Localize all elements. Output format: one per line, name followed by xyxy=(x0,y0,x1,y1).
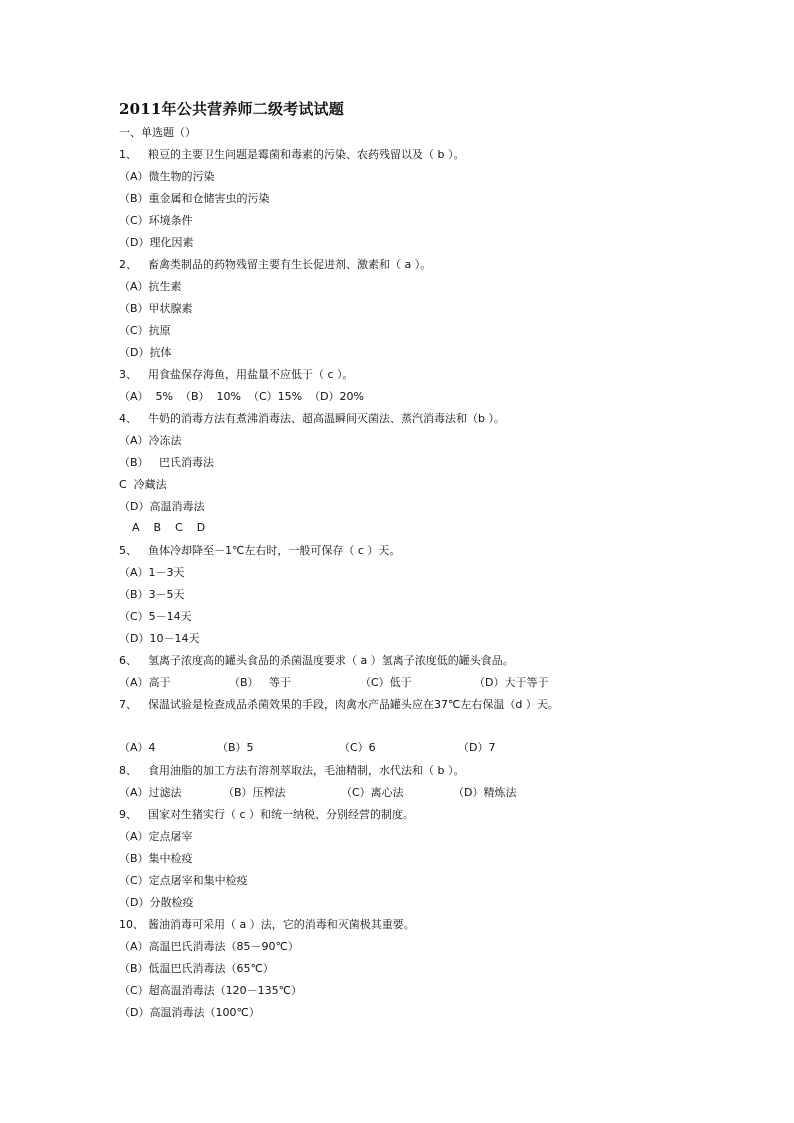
q1-option-c: （C）环境条件 xyxy=(119,214,193,227)
q2-option-d: （D）抗体 xyxy=(119,346,172,359)
question-number: 2、 xyxy=(119,258,137,271)
q1-option-b: （B）重金属和仓储害虫的污染 xyxy=(119,192,270,205)
question-2 xyxy=(119,258,431,272)
q9-option-c: （C）定点屠宰和集中检疫 xyxy=(119,874,248,887)
q3-options: （A） 5% （B） 10% （C）15% （D）20% xyxy=(119,390,364,403)
q4-option-a: （A）冷冻法 xyxy=(119,434,182,447)
q4-option-b: （B） 巴氏消毒法 xyxy=(119,456,215,469)
q10-option-a: （A）高温巴氏消毒法（85－90℃） xyxy=(119,940,299,953)
q4-option-c: C 冷藏法 xyxy=(119,478,167,491)
q6-option-c: （C）低于 xyxy=(360,676,412,689)
q8-options xyxy=(119,786,516,800)
q2-option-c: （C）抗原 xyxy=(119,324,171,337)
q5-option-c: （C）5－14天 xyxy=(119,610,192,623)
q9-option-d: （D）分散检疫 xyxy=(119,896,194,909)
question-number: 1、 xyxy=(119,148,137,161)
q6-option-b: （B） 等于 xyxy=(229,676,292,689)
q6-option-d: （D）大于等于 xyxy=(474,676,549,689)
q2-option-a: （A）抗生素 xyxy=(119,280,182,293)
q4-answer-letters: A B C D xyxy=(132,521,206,534)
question-text: 鱼体冷却降至－1℃左右时，一般可保存（ c ）天。 xyxy=(148,544,401,557)
q7-option-d: （D）7 xyxy=(458,741,496,754)
question-10 xyxy=(119,918,415,932)
page-title: 2011年公共营养师二级考试试题 xyxy=(119,100,344,118)
question-number: 9、 xyxy=(119,808,137,821)
question-text: 粮豆的主要卫生问题是霉菌和毒素的污染、农药残留以及（ b ）。 xyxy=(148,148,465,161)
question-number: 8、 xyxy=(119,764,137,777)
question-number: 6、 xyxy=(119,654,137,667)
q8-option-b: （B）压榨法 xyxy=(223,786,286,799)
q1-option-d: （D）理化因素 xyxy=(119,236,194,249)
question-text: 食用油脂的加工方法有溶剂萃取法，毛油精制，水代法和（ b ）。 xyxy=(148,764,465,777)
q10-option-b: （B）低温巴氏消毒法（65℃） xyxy=(119,962,274,975)
q4-option-d: （D）高温消毒法 xyxy=(119,500,205,513)
question-9 xyxy=(119,808,414,822)
question-number: 5、 xyxy=(119,544,137,557)
question-number: 10、 xyxy=(119,918,144,931)
q7-option-c: （C）6 xyxy=(339,741,376,754)
question-text: 畜禽类制品的药物残留主要有生长促进剂、激素和（ a ）。 xyxy=(148,258,432,271)
q5-option-a: （A）1－3天 xyxy=(119,566,185,579)
q2-option-b: （B）甲状腺素 xyxy=(119,302,193,315)
q5-option-d: （D）10－14天 xyxy=(119,632,200,645)
q9-option-a: （A）定点屠宰 xyxy=(119,830,193,843)
question-5 xyxy=(119,544,400,558)
question-text: 牛奶的消毒方法有煮沸消毒法、超高温瞬间灭菌法、蒸汽消毒法和（b ）。 xyxy=(148,412,505,425)
question-number: 7、 xyxy=(119,698,137,711)
q8-option-d: （D）精炼法 xyxy=(453,786,517,799)
question-6 xyxy=(119,654,514,668)
q10-option-c: （C）超高温消毒法（120－135℃） xyxy=(119,984,303,997)
q6-option-a: （A）高于 xyxy=(119,676,171,689)
question-number: 3、 xyxy=(119,368,137,381)
q7-options xyxy=(119,741,495,755)
q5-option-b: （B）3－5天 xyxy=(119,588,185,601)
question-4 xyxy=(119,412,505,426)
q7-option-a: （A）4 xyxy=(119,741,156,754)
question-text: 用食盐保存海鱼，用盐量不应低于（ c ）。 xyxy=(148,368,354,381)
question-text: 酱油消毒可采用（ a ）法，它的消毒和灭菌极其重要。 xyxy=(148,918,415,931)
q9-option-b: （B）集中检疫 xyxy=(119,852,193,865)
q10-option-d: （D）高温消毒法（100℃） xyxy=(119,1006,260,1019)
q7-option-b: （B）5 xyxy=(217,741,254,754)
question-7 xyxy=(119,698,559,712)
question-text: 保温试验是检查成品杀菌效果的手段，肉禽水产品罐头应在37℃左右保温（d ）天。 xyxy=(148,698,559,711)
q8-option-a: （A）过滤法 xyxy=(119,786,182,799)
question-1 xyxy=(119,148,464,162)
q6-options xyxy=(119,676,548,690)
question-text: 国家对生猪实行（ c ）和统一纳税、分别经营的制度。 xyxy=(148,808,415,821)
question-8 xyxy=(119,764,464,778)
section-heading: 一、单选题（） xyxy=(119,126,196,139)
question-number: 4、 xyxy=(119,412,137,425)
question-3 xyxy=(119,368,354,382)
q1-option-a: （A）微生物的污染 xyxy=(119,170,215,183)
q8-option-c: （C）离心法 xyxy=(341,786,404,799)
question-text: 氢离子浓度高的罐头食品的杀菌温度要求（ a ）氢离子浓度低的罐头食品。 xyxy=(148,654,514,667)
